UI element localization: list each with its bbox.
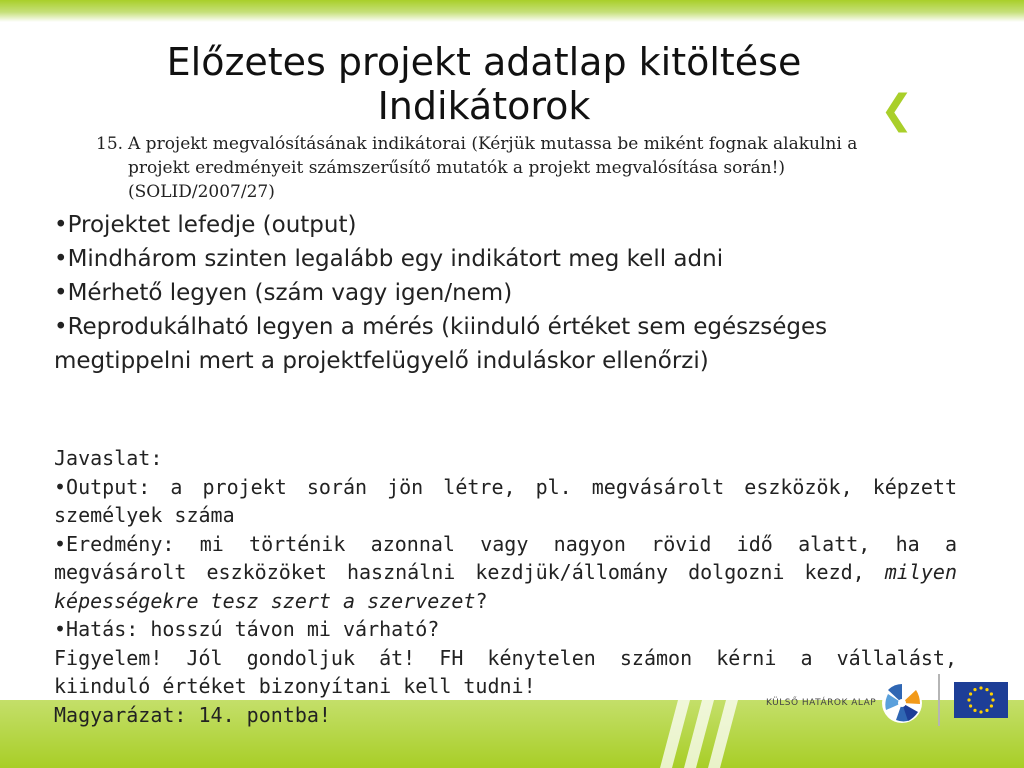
proposal-impact: •Hatás: hosszú távon mi várható? — [54, 617, 440, 641]
list-item: •Reprodukálható legyen a mérés (kiinduló értéket sem egészséges megtippelni mert a projektfelügyelő induláskor ellenőrzi) — [54, 314, 828, 374]
fund-emblem-icon — [880, 680, 924, 726]
result-italic-text: milyen képességekre tesz szert a szervezet — [54, 560, 957, 613]
title-line-2: Indikátorok — [377, 84, 591, 128]
list-item: •Mérhető legyen (szám vagy igen/nem) — [54, 280, 513, 306]
proposal-result — [54, 530, 957, 616]
form-question-quote — [96, 132, 886, 204]
top-accent-bar — [0, 0, 1024, 22]
proposal-explanation: Magyarázat: 14. pontba! — [54, 703, 331, 727]
proposal-heading: Javaslat: — [54, 446, 163, 470]
quote-line-3: (SOLID/2007/27) — [128, 182, 275, 202]
chevron-mark-icon: ❮ — [880, 87, 914, 133]
proposal-section — [54, 444, 957, 701]
result-text: •Eredmény: mi történik azonnal vagy nagyon rövid idő alatt, ha a megvásárolt eszközöket használni kezdjük/állomány dolgozni kezd, — [54, 531, 957, 584]
quote-line-2: projekt eredményeit számszerűsítő mutatók a projekt megvalósítása során!) — [128, 158, 786, 178]
list-item: •Projektet lefedje (output) — [54, 212, 357, 238]
question-number: 15. — [96, 134, 124, 154]
proposal-output: •Output: a projekt során jön létre, pl. megvásárolt eszközök, képzett személyek száma — [54, 474, 957, 527]
quote-line-1: A projekt megvalósításának indikátorai (Kérjük mutassa be miként fognak alakulni a — [128, 134, 858, 154]
requirements-list — [54, 208, 894, 378]
list-item: •Mindhárom szinten legalább egy indikátort meg kell adni — [54, 246, 724, 272]
result-end: ? — [475, 588, 488, 613]
fund-logo-block — [752, 672, 1024, 738]
logo-divider — [938, 674, 940, 726]
title-line-1: Előzetes projekt adatlap kitöltése — [166, 40, 802, 84]
eu-flag-icon — [954, 682, 1008, 718]
fund-logo-text: KÜLSŐ HATÁROK ALAP — [766, 698, 877, 708]
slide-title — [84, 40, 884, 128]
proposal-warning: Figyelem! Jól gondoljuk át! FH kénytelen számon kérni a vállalást, kiinduló értéket bizonyítani kell tudni! — [54, 645, 957, 698]
